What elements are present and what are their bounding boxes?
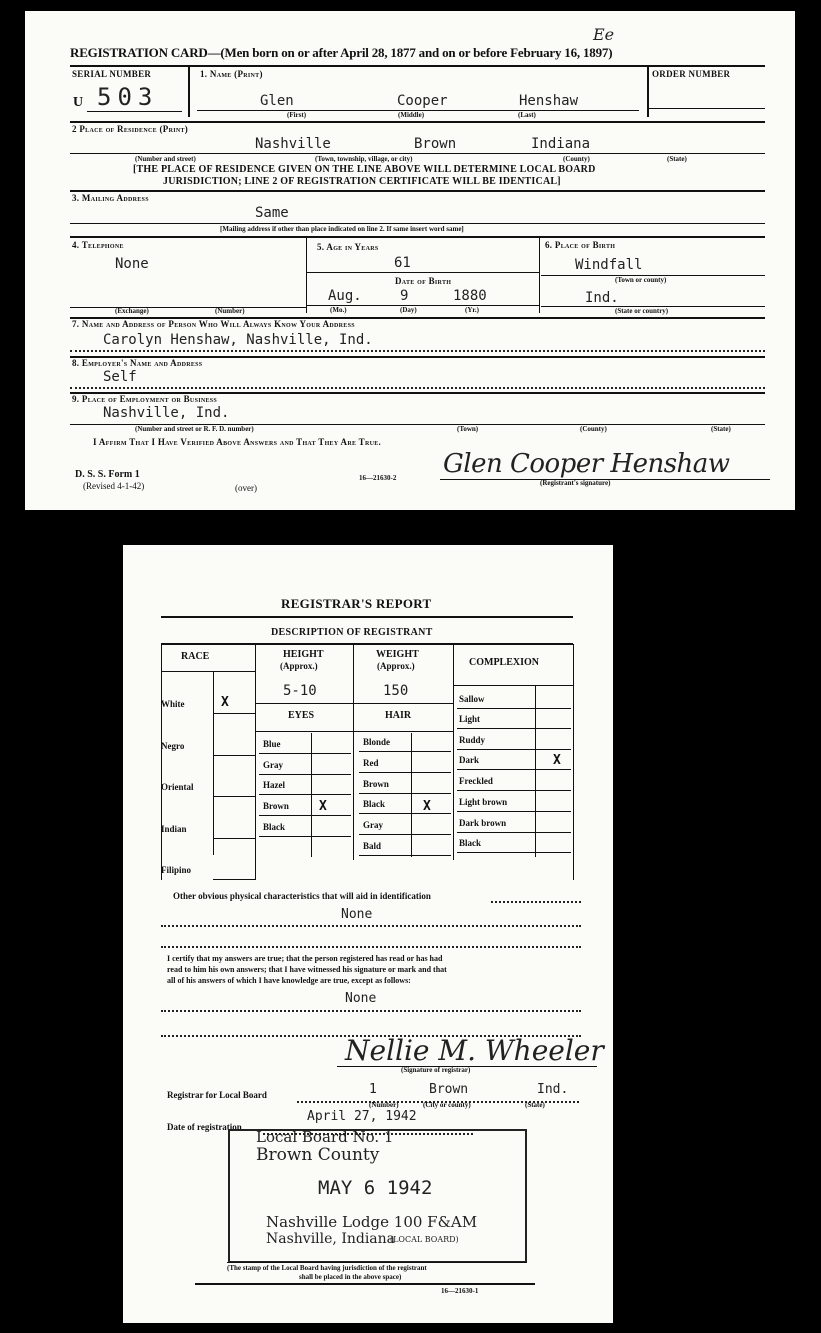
race-item-label: Negro: [161, 741, 185, 751]
complexion-item-rule: [457, 769, 571, 770]
contact-label: 7. Name and Address of Person Who Will Always Know Your Address: [72, 319, 355, 329]
caption-county-2: (County): [580, 425, 607, 433]
hair-color-item-label: Red: [363, 758, 379, 768]
form-name: D. S. S. Form 1: [75, 469, 140, 480]
birthplace-label: 6. Place of Birth: [545, 240, 616, 250]
height-header-1: HEIGHT: [283, 649, 324, 660]
hair-color-item-rule: [359, 855, 451, 856]
caption-state: (State): [667, 155, 687, 163]
caption-telephone-number: (Number): [215, 307, 245, 315]
weight-header-1: WEIGHT: [376, 649, 419, 660]
dob-month: Aug.: [328, 288, 362, 304]
certify-line-1: I certify that my answers are true; that the person registered has read or has had: [167, 954, 443, 963]
complexion-item-label: Sallow: [459, 694, 485, 704]
hair-color-item-rule: [359, 751, 451, 752]
residence-label: 2 Place of Residence (Print): [72, 124, 189, 134]
complexion-item-label: Light brown: [459, 797, 508, 807]
race-item-label: Indian: [161, 824, 187, 834]
residence-county: Brown: [414, 136, 457, 152]
caption-board-state: (State): [525, 1101, 545, 1109]
stamp-line-1: Brown County: [256, 1145, 380, 1165]
caption-city-county: (City or county): [423, 1101, 471, 1109]
residence-street: Nashville: [255, 136, 331, 152]
caption-middle: (Middle): [398, 111, 425, 119]
certify-line-2: read to him his own answers; that I have witnessed his signature or mark and that: [167, 965, 447, 974]
hair-color-item-rule: [359, 834, 451, 835]
date-of-registration-label: Date of registration: [167, 1122, 242, 1132]
affirmation: I Affirm That I Have Verified Above Answers and That They Are True.: [93, 437, 382, 447]
eyes-header: EYES: [288, 710, 315, 721]
complexion-item-rule: [457, 790, 571, 791]
hair-header: HAIR: [385, 710, 412, 721]
caption-rfd: (Number and street or R. F. D. number): [135, 425, 254, 433]
employment-value: Nashville, Ind.: [103, 405, 230, 421]
height-header-2: (Approx.): [280, 661, 318, 671]
stamp-line-3: Nashville Lodge 100 F&AM: [266, 1213, 478, 1231]
form-revised: (Revised 4-1-42): [83, 481, 145, 491]
complexion-item-rule: [457, 832, 571, 833]
caption-first: (First): [287, 111, 307, 119]
name-first: Glen: [260, 93, 294, 109]
complexion-item-rule: [457, 811, 571, 812]
caption-exchange: (Exchange): [115, 307, 149, 315]
race-item-rule: [213, 796, 255, 797]
hair-color-item-label: Bald: [363, 841, 382, 851]
eyes-mark: X: [319, 799, 327, 814]
complexion-item-label: Light: [459, 714, 481, 724]
description-title: DESCRIPTION OF REGISTRANT: [271, 627, 433, 638]
caption-last: (Last): [518, 111, 536, 119]
race-item-rule: [213, 838, 255, 839]
race-item-label: Oriental: [161, 782, 194, 792]
exceptions-value: None: [345, 991, 377, 1006]
registrant-signature: Glen Cooper Henshaw: [443, 449, 730, 479]
registrar-signature: Nellie M. Wheeler: [345, 1034, 604, 1067]
hair-color-item-rule: [359, 793, 451, 794]
local-board-label: Registrar for Local Board: [167, 1090, 267, 1100]
race-item-label: White: [161, 699, 185, 709]
complexion-header: COMPLEXION: [469, 657, 539, 668]
jurisdiction-note-line-1: [THE PLACE OF RESIDENCE GIVEN ON THE LINE ABOVE WILL DETERMINE LOCAL BOARD: [133, 164, 596, 175]
race-header: RACE: [181, 651, 210, 662]
complexion-item-rule: [457, 708, 571, 709]
birthplace-town: Windfall: [575, 257, 643, 273]
report-title: REGISTRAR'S REPORT: [281, 596, 432, 611]
mailing-label: 3. Mailing Address: [72, 193, 149, 203]
age-value: 61: [394, 255, 411, 271]
hair-mark: X: [423, 799, 431, 814]
eye-color-item-label: Blue: [263, 739, 281, 749]
hair-color-item-rule: [359, 772, 451, 773]
caption-mo: (Mo.): [330, 306, 347, 314]
complexion-item-label: Black: [459, 838, 482, 848]
eye-color-item-rule: [259, 753, 351, 754]
caption-town: (Town, township, village, or city): [315, 155, 413, 163]
race-item-rule: [213, 713, 255, 714]
card-form-number: 16—21630-2: [359, 474, 397, 482]
hair-color-item-label: Gray: [363, 820, 383, 830]
complexion-item-rule: [457, 728, 571, 729]
caption-town-or-county: (Town or county): [615, 276, 667, 284]
caption-state-2: (State): [711, 425, 731, 433]
dob-day: 9: [400, 288, 409, 304]
caption-day: (Day): [400, 306, 417, 314]
other-characteristics-label: Other obvious physical characteristics that will aid in identification: [173, 891, 431, 901]
stamp-line-2: MAY 6 1942: [318, 1177, 433, 1199]
race-mark: X: [221, 695, 229, 710]
birthplace-state: Ind.: [585, 290, 619, 306]
eye-color-item-rule: [259, 836, 351, 837]
registration-card: [25, 11, 795, 510]
mailing-caption: [Mailing address if other than place indicated on line 2. If same insert word same]: [220, 225, 464, 233]
employment-label: 9. Place of Employment or Business: [72, 394, 218, 404]
caption-yr: (Yr.): [465, 306, 479, 314]
caption-town-2: (Town): [457, 425, 479, 433]
dob-year: 1880: [453, 288, 487, 304]
employer-label: 8. Employer's Name and Address: [72, 358, 203, 368]
local-board-stamp: [228, 1129, 527, 1263]
complexion-item-label: Freckled: [459, 776, 493, 786]
stamp-line-0: Local Board No. 1: [256, 1128, 394, 1146]
registrars-report-card: [123, 545, 613, 1323]
caption-county: (County): [563, 155, 590, 163]
complexion-item-label: Ruddy: [459, 735, 486, 745]
caption-state-or-country: (State or country): [615, 307, 669, 315]
complexion-mark: X: [553, 753, 561, 768]
race-item-rule: [213, 879, 255, 880]
contact-value: Carolyn Henshaw, Nashville, Ind.: [103, 332, 373, 348]
over-note: (over): [235, 483, 257, 493]
telephone-value: None: [115, 256, 149, 272]
top-handwritten-note: Ee: [593, 25, 615, 44]
eye-color-item-label: Black: [263, 822, 286, 832]
report-form-number: 16—21630-1: [441, 1287, 479, 1295]
other-characteristics-value: None: [341, 907, 373, 922]
eye-color-item-label: Brown: [263, 801, 289, 811]
hair-color-item-label: Black: [363, 799, 386, 809]
caption-number-street: (Number and street): [135, 155, 196, 163]
name-label: 1. Name (Print): [200, 69, 263, 79]
weight-header-2: (Approx.): [377, 661, 415, 671]
stamp-note-line-1: (The stamp of the Local Board having jurisdiction of the registrant: [227, 1264, 427, 1272]
stamp-board-word: (LOCAL BOARD): [390, 1235, 459, 1244]
complexion-item-rule: [457, 852, 571, 853]
board-city: Brown: [429, 1082, 469, 1097]
telephone-label: 4. Telephone: [72, 240, 124, 250]
card-title: REGISTRATION CARD—(Men born on or after April 28, 1877 and on or before February 16, 1897): [70, 45, 613, 60]
stamp-line-4: Nashville, Indiana: [266, 1231, 396, 1247]
registrar-signature-caption: (Signature of registrar): [401, 1066, 471, 1074]
hair-color-item-label: Brown: [363, 779, 389, 789]
eye-color-item-label: Hazel: [263, 780, 285, 790]
stamp-note-line-2: shall be placed in the above space): [299, 1273, 402, 1281]
jurisdiction-note-line-2: JURISDICTION; LINE 2 OF REGISTRATION CERTIFICATE WILL BE IDENTICAL]: [163, 176, 561, 187]
employer-value: Self: [103, 369, 137, 385]
complexion-item-label: Dark brown: [459, 818, 507, 828]
mailing-value: Same: [255, 205, 289, 221]
date-of-birth-label: Date of Birth: [395, 276, 452, 286]
certify-line-3: all of his answers of which I have knowledge are true, except as follows:: [167, 976, 411, 985]
order-number-label: ORDER NUMBER: [652, 69, 731, 79]
complexion-item-label: Dark: [459, 755, 479, 765]
name-last: Henshaw: [519, 93, 579, 109]
hair-color-item-label: Blonde: [363, 737, 391, 747]
age-label: 5. Age in Years: [317, 242, 379, 252]
board-state: Ind.: [537, 1082, 569, 1097]
caption-board-number: (Number): [369, 1101, 399, 1109]
race-item-label: Filipino: [161, 865, 192, 875]
eye-color-item-label: Gray: [263, 760, 283, 770]
residence-state: Indiana: [531, 136, 591, 152]
height-value: 5-10: [283, 683, 317, 699]
eye-color-item-rule: [259, 794, 351, 795]
hair-color-item-rule: [359, 813, 451, 814]
complexion-item-rule: [457, 749, 571, 750]
board-number: 1: [369, 1082, 377, 1097]
signature-caption: (Registrant's signature): [540, 479, 611, 487]
weight-value: 150: [383, 683, 409, 699]
serial-number-value: 503: [97, 83, 159, 111]
race-item-rule: [213, 755, 255, 756]
date-of-registration-value: April 27, 1942: [307, 1109, 417, 1124]
name-middle: Cooper: [397, 93, 448, 109]
serial-label: SERIAL NUMBER: [72, 69, 152, 79]
eye-color-item-rule: [259, 774, 351, 775]
eye-color-item-rule: [259, 815, 351, 816]
serial-prefix: U: [73, 95, 84, 110]
